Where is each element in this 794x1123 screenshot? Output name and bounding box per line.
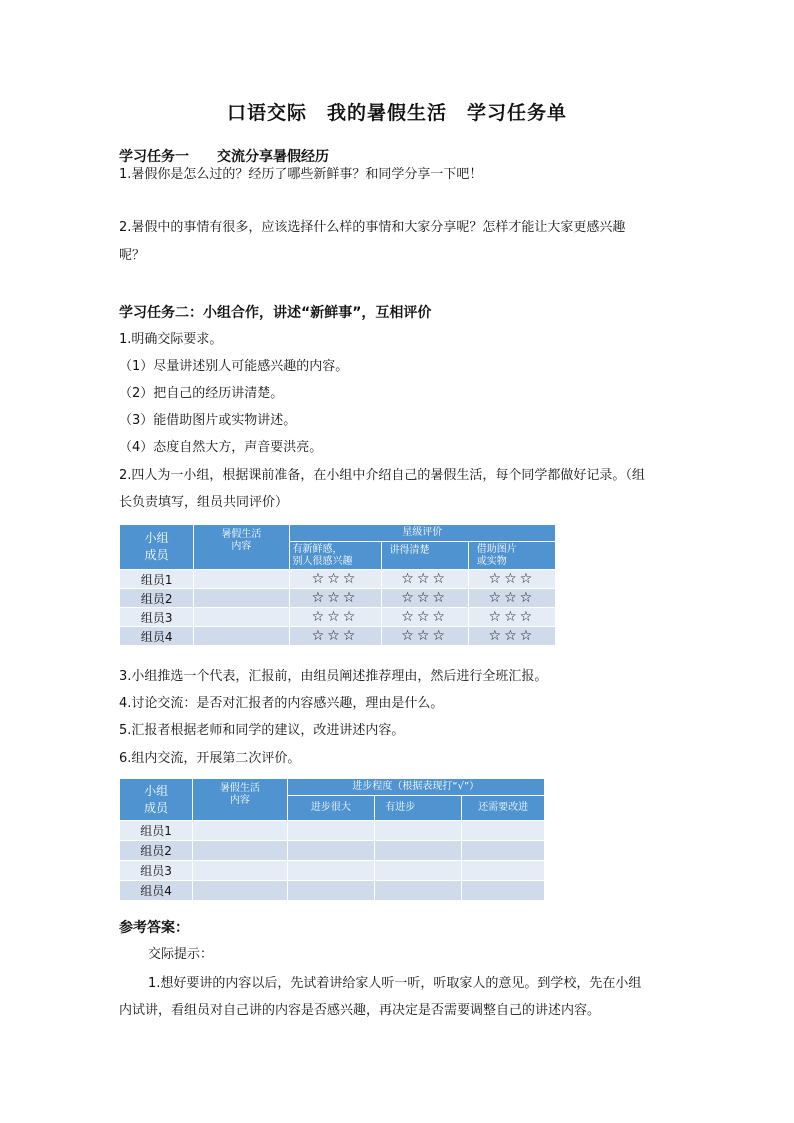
task2-item: （4）态度自然大方，声音要洪亮。 (119, 440, 323, 455)
answer-tip: 交际提示： (148, 947, 214, 962)
star-rating: ☆☆☆ (381, 570, 468, 589)
member-name: 组员1 (120, 570, 194, 589)
task1-question-2-line1: 2.暑假中的事情有很多，应该选择什么样的事情和大家分享呢？怎样才能让大家更感兴趣 (119, 220, 626, 235)
member-name: 组员4 (120, 881, 193, 901)
star-rating: ☆☆☆ (468, 570, 555, 589)
check-cell (375, 821, 462, 841)
subheader-great-progress: 进步很大 (287, 796, 375, 821)
check-cell (287, 841, 375, 861)
task1-question-2-line2: 呢？ (119, 248, 146, 263)
content-cell (193, 821, 287, 841)
content-cell (194, 608, 289, 627)
header-group-member: 小组 成员 (120, 779, 193, 821)
subheader-needs-improvement: 还需要改进 (462, 796, 545, 821)
content-cell (194, 570, 289, 589)
task2-item: （1）尽量讲述别人可能感兴趣的内容。 (119, 359, 349, 374)
content-cell (193, 861, 287, 881)
star-rating: ☆☆☆ (289, 627, 381, 646)
content-cell (193, 881, 287, 901)
subheader-pictures: 借助图片 或实物 (468, 542, 555, 570)
task2-item: （3）能借助图片或实物讲述。 (119, 413, 297, 428)
subheader-interesting: 有新鲜感， 别人很感兴趣 (289, 542, 381, 570)
answer-line1: 1.想好要讲的内容以后，先试着讲给家人听一听，听取家人的意见。到学校，先在小组 (148, 976, 642, 991)
star-rating: ☆☆☆ (381, 589, 468, 608)
task2-heading: 学习任务二：小组合作，讲述“新鲜事”，互相评价 (119, 305, 432, 321)
header-group-member: 小组 成员 (120, 525, 194, 570)
check-cell (462, 841, 545, 861)
star-rating: ☆☆☆ (468, 589, 555, 608)
table-row (120, 589, 556, 608)
check-cell (375, 841, 462, 861)
task2-item: 1.明确交际要求。 (119, 332, 223, 347)
task2-after-item: 5.汇报者根据老师和同学的建议，改进讲述内容。 (119, 723, 405, 738)
check-cell (462, 881, 545, 901)
member-name: 组员1 (120, 821, 193, 841)
star-rating: ☆☆☆ (468, 627, 555, 646)
table-row (120, 627, 556, 646)
check-cell (287, 881, 375, 901)
header-star-rating: 星级评价 (289, 525, 556, 542)
rating-table (119, 524, 556, 646)
star-rating: ☆☆☆ (289, 589, 381, 608)
member-name: 组员3 (120, 608, 194, 627)
task2-item: （2）把自己的经历讲清楚。 (119, 386, 284, 401)
member-name: 组员2 (120, 589, 194, 608)
check-cell (375, 881, 462, 901)
table-row (120, 570, 556, 589)
header-summer-content: 暑假生活 内容 (194, 525, 289, 570)
star-rating: ☆☆☆ (289, 570, 381, 589)
answer-line2: 内试讲，看组员对自己讲的内容是否感兴趣，再决定是否需要调整自己的讲述内容。 (119, 1003, 601, 1018)
member-name: 组员4 (120, 627, 194, 646)
star-rating: ☆☆☆ (381, 608, 468, 627)
header-progress: 进步程度（根据表现打“√”） (287, 779, 544, 796)
star-rating: ☆☆☆ (381, 627, 468, 646)
check-cell (462, 861, 545, 881)
check-cell (462, 821, 545, 841)
task2-item-2-line1: 2.四人为一小组，根据课前准备，在小组中介绍自己的暑假生活，每个同学都做好记录。（组 (119, 468, 645, 483)
table-row (120, 821, 545, 841)
content-cell (194, 627, 289, 646)
task2-after-item: 6.组内交流，开展第二次评价。 (119, 751, 301, 766)
answer-heading: 参考答案： (119, 920, 189, 936)
task1-question-1: 1.暑假你是怎么过的？经历了哪些新鲜事？和同学分享一下吧！ (119, 167, 483, 182)
header-summer-content: 暑假生活 内容 (193, 779, 287, 821)
check-cell (287, 861, 375, 881)
member-name: 组员3 (120, 861, 193, 881)
table-row (120, 861, 545, 881)
check-cell (287, 821, 375, 841)
task2-after-item: 4.讨论交流：是否对汇报者的内容感兴趣，理由是什么。 (119, 696, 444, 711)
page-title: 口语交际 我的暑假生活 学习任务单 (226, 102, 567, 124)
task2-after-item: 3.小组推选一个代表，汇报前，由组员阐述推荐理由，然后进行全班汇报。 (119, 669, 548, 684)
table-row (120, 841, 545, 861)
task1-heading: 学习任务一 交流分享暑假经历 (119, 149, 329, 165)
table-row (120, 881, 545, 901)
subheader-progress: 有进步 (375, 796, 462, 821)
progress-table (119, 778, 545, 901)
check-cell (375, 861, 462, 881)
member-name: 组员2 (120, 841, 193, 861)
content-cell (193, 841, 287, 861)
star-rating: ☆☆☆ (289, 608, 381, 627)
task2-item-2-line2: 长负责填写，组员共同评价） (119, 495, 289, 510)
star-rating: ☆☆☆ (468, 608, 555, 627)
content-cell (194, 589, 289, 608)
subheader-clear: 讲得清楚 (381, 542, 468, 570)
table-row (120, 608, 556, 627)
